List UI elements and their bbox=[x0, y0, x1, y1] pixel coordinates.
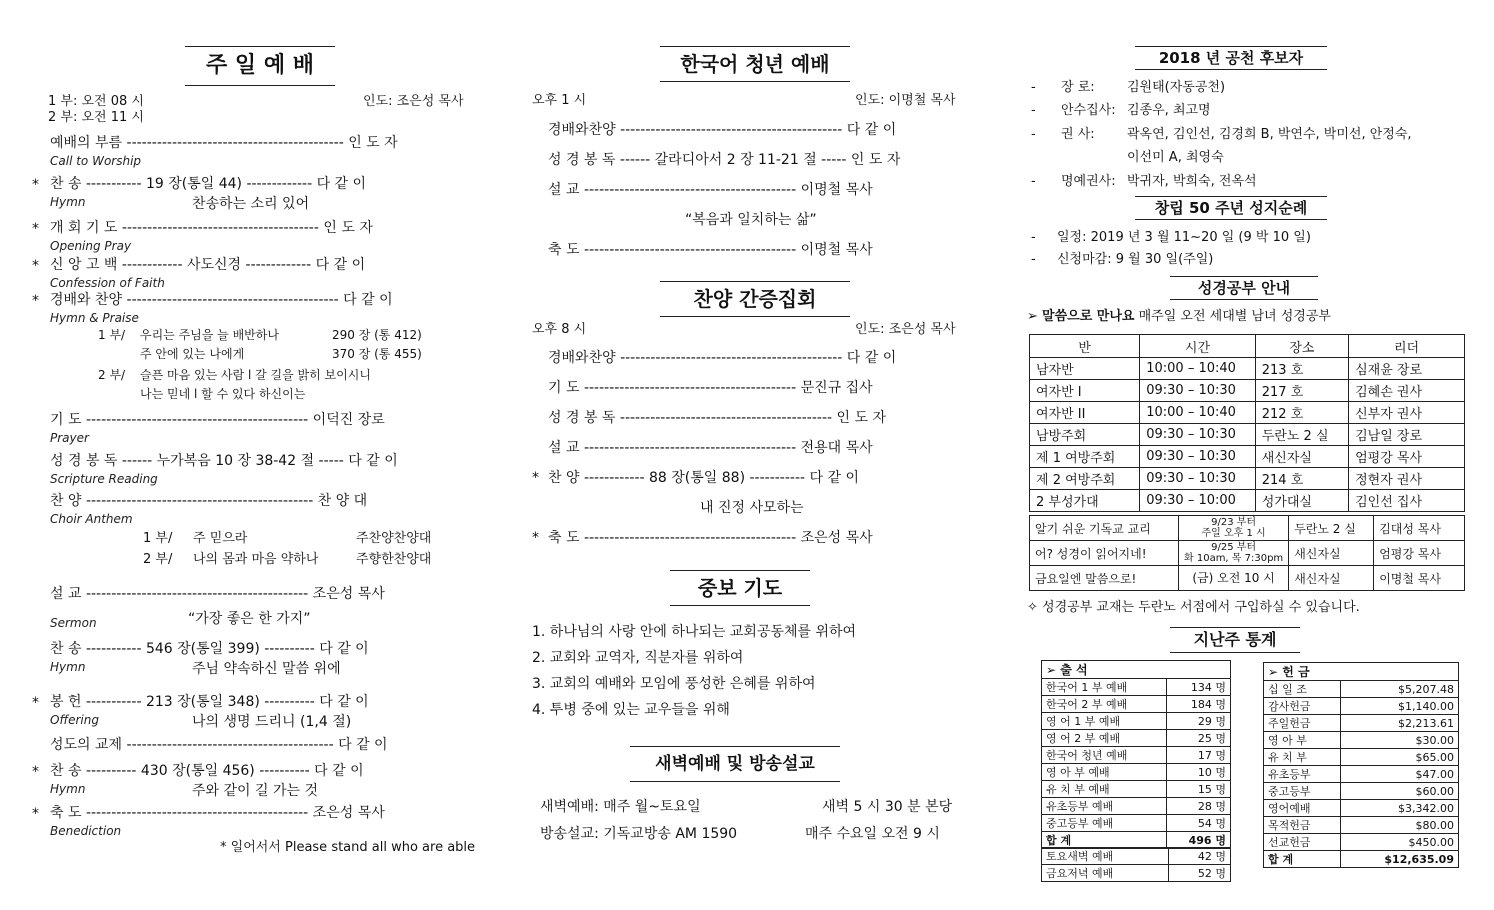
standing-star-icon: * bbox=[32, 258, 39, 274]
choir-part: 1 부/ bbox=[143, 531, 173, 546]
dawn-service-title: 새벽예배 및 방송설교 bbox=[630, 746, 840, 782]
choir-part: 2 부/ bbox=[143, 552, 173, 567]
stat-label: 토요새벽 예배 bbox=[1042, 848, 1169, 865]
study-note: ✧ 성경공부 교재는 두란노 서점에서 구입하실 수 있습니다. bbox=[1027, 600, 1360, 615]
column-header: 리더 bbox=[1349, 335, 1465, 358]
bible-study-subtitle bbox=[1027, 308, 1331, 325]
candidate-names: 곽옥연, 김인선, 김경희 B, 박연수, 박미선, 안정숙, bbox=[1127, 127, 1412, 142]
bible-study-subtitle-bold: 말씀으로 만나요 bbox=[1042, 309, 1135, 324]
worship-item-english: Confession of Faith bbox=[50, 276, 165, 290]
stat-label: 감사헌금 bbox=[1264, 698, 1341, 715]
stat-value: 54 명 bbox=[1166, 815, 1230, 832]
youth-leader: 인도: 이명철 목사 bbox=[855, 93, 956, 108]
praise-item: 성 경 봉 독 ------------------------------------------ 인 도 자 bbox=[548, 410, 886, 426]
study-name: 금요일엔 말씀으로! bbox=[1030, 566, 1179, 591]
table-cell: 09:30 – 10:30 bbox=[1140, 380, 1256, 402]
table-cell: 정현자 권사 bbox=[1349, 468, 1465, 490]
standing-star-icon: * bbox=[32, 221, 39, 237]
table-cell: 두란노 2 실 bbox=[1255, 424, 1348, 446]
praise-item: 축 도 ------------------------------------------ 조은성 목사 bbox=[548, 530, 873, 546]
table-header-row bbox=[1030, 335, 1465, 358]
study-when-line: 주일 오후 1 시 bbox=[1201, 528, 1266, 539]
stat-label: 목적헌금 bbox=[1264, 817, 1341, 834]
study-when-line: 9/23 부터 bbox=[1211, 517, 1257, 528]
choir-song: 나의 몸과 마음 약하나 bbox=[193, 552, 319, 567]
stat-label: 유 치 부 예배 bbox=[1042, 781, 1167, 798]
study-when bbox=[1179, 541, 1289, 566]
stat-value: $1,140.00 bbox=[1341, 698, 1459, 715]
arrow-icon: ➢ bbox=[1046, 663, 1061, 677]
study-place: 새신자실 bbox=[1289, 541, 1374, 566]
stat-label: 영어예배 bbox=[1264, 800, 1341, 817]
stat-value: $450.00 bbox=[1341, 834, 1459, 851]
praise-song: 우리는 주님을 늘 배반하나 bbox=[140, 328, 279, 342]
study-name: 어? 성경이 읽어지네! bbox=[1030, 541, 1179, 566]
intercession-item: 1. 하나님의 사랑 안에 하나되는 교회공동체를 위하여 bbox=[532, 624, 857, 640]
attendance-table bbox=[1041, 660, 1231, 849]
stat-label: 유초등부 bbox=[1264, 766, 1341, 783]
table-row bbox=[1030, 402, 1465, 424]
table-cell: 심재윤 장로 bbox=[1349, 358, 1465, 380]
praise-hymn-number: 370 장 (통 455) bbox=[332, 347, 422, 361]
candidate-names: 김원태(자동공천) bbox=[1127, 80, 1226, 95]
worship-item-detail: 주님 약속하신 말씀 위에 bbox=[192, 661, 341, 677]
stat-header bbox=[1042, 661, 1231, 679]
worship-item: 축 도 -------------------------------------------- 조은성 목사 bbox=[50, 805, 385, 821]
table-cell: 217 호 bbox=[1255, 380, 1348, 402]
table-row bbox=[1030, 424, 1465, 446]
worship-item-english: Sermon bbox=[50, 616, 97, 630]
choir-name: 주향한찬양대 bbox=[356, 552, 432, 567]
worship-item: 예배의 부름 ------------------------------------------- 인 도 자 bbox=[50, 135, 398, 151]
study-when bbox=[1179, 516, 1289, 541]
praise-leader: 인도: 조은성 목사 bbox=[855, 322, 956, 337]
table-row bbox=[1264, 783, 1459, 800]
youth-sermon-title: “복음과 일치하는 삶” bbox=[685, 212, 817, 228]
table-cell: 김인선 집사 bbox=[1349, 490, 1465, 512]
choir-name: 주찬양찬양대 bbox=[356, 531, 432, 546]
list-dash: - bbox=[1031, 174, 1036, 189]
list-dash: - bbox=[1031, 80, 1036, 95]
table-cell: 213 호 bbox=[1255, 358, 1348, 380]
stat-value: 52 명 bbox=[1169, 865, 1231, 882]
table-cell: 신부자 권사 bbox=[1349, 402, 1465, 424]
worship-item-detail: 찬송하는 소리 있어 bbox=[192, 196, 310, 212]
stat-label: 유 치 부 bbox=[1264, 749, 1341, 766]
stat-label: 합 계 bbox=[1042, 832, 1167, 849]
stat-title: 헌 금 bbox=[1282, 665, 1310, 679]
worship-item: 성 경 봉 독 ------ 누가복음 10 장 38-42 절 ----- 다 같 이 bbox=[50, 453, 398, 469]
table-row bbox=[1030, 541, 1465, 566]
worship-item: 찬 양 --------------------------------------------- 찬 양 대 bbox=[50, 493, 368, 509]
column-header: 시간 bbox=[1140, 335, 1256, 358]
praise-item: 설 교 ------------------------------------------ 전용대 목사 bbox=[548, 440, 873, 456]
table-header-row bbox=[1264, 663, 1459, 681]
candidates-title: 2018 년 공천 후보자 bbox=[1135, 46, 1327, 70]
stat-value: 15 명 bbox=[1166, 781, 1230, 798]
worship-item-english: Hymn bbox=[50, 660, 86, 674]
stat-label: 한국어 1 부 예배 bbox=[1042, 679, 1167, 696]
stat-value: 134 명 bbox=[1166, 679, 1230, 696]
pilgrimage-deadline: 신청마감: 9 월 30 일(주일) bbox=[1057, 252, 1214, 267]
standing-star-icon: * bbox=[32, 177, 39, 193]
stat-label: 중고등부 bbox=[1264, 783, 1341, 800]
stat-value: 184 명 bbox=[1166, 696, 1230, 713]
youth-item: 축 도 ------------------------------------------ 이명철 목사 bbox=[548, 242, 873, 258]
study-when-line: 9/25 부터 bbox=[1211, 542, 1257, 553]
table-cell: 김남일 장로 bbox=[1349, 424, 1465, 446]
table-row bbox=[1042, 679, 1231, 696]
intercession-item: 4. 투병 중에 있는 교우들을 위해 bbox=[532, 702, 730, 718]
table-header-row bbox=[1042, 661, 1231, 679]
youth-item: 성 경 봉 독 ------ 갈라디아서 2 장 11-21 절 ----- 인 도 자 bbox=[548, 152, 901, 168]
table-row bbox=[1264, 732, 1459, 749]
stat-label: 합 계 bbox=[1264, 851, 1341, 868]
dawn-row-right: 새벽 5 시 30 분 본당 bbox=[822, 799, 953, 815]
worship-item-english: Call to Worship bbox=[50, 154, 142, 168]
worship-item-english: Hymn & Praise bbox=[50, 311, 139, 325]
stat-label: 유초등부 예배 bbox=[1042, 798, 1167, 815]
standing-star-icon: * bbox=[32, 695, 39, 711]
stat-label: 영 아 부 bbox=[1264, 732, 1341, 749]
worship-item: 설 교 -------------------------------------------- 조은성 목사 bbox=[50, 586, 385, 602]
worship-item-english: Hymn bbox=[50, 782, 86, 796]
table-cell: 엄평강 목사 bbox=[1349, 446, 1465, 468]
worship-item-detail: 주와 같이 길 가는 것 bbox=[192, 783, 318, 799]
table-cell: 여자반 II bbox=[1030, 402, 1140, 424]
study-leader: 김대성 목사 bbox=[1374, 516, 1465, 541]
table-cell: 212 호 bbox=[1255, 402, 1348, 424]
table-cell: 09:30 – 10:30 bbox=[1140, 424, 1256, 446]
worship-item: 봉 헌 ----------- 213 장(통일 348) ---------- 다 같 이 bbox=[50, 694, 369, 710]
bible-study-subtitle-text: 매주일 오전 세대별 남녀 성경공부 bbox=[1138, 309, 1331, 324]
footnote: * 일어서서 Please stand all who are able bbox=[220, 840, 476, 855]
worship-item: 기 도 -------------------------------------------- 이덕진 장로 bbox=[50, 412, 385, 428]
praise-part: 2 부/ bbox=[98, 368, 126, 382]
worship-item: 개 회 기 도 --------------------------------------- 인 도 자 bbox=[50, 220, 373, 236]
table-cell: 여자반 I bbox=[1030, 380, 1140, 402]
candidate-names: 박귀자, 박희숙, 전옥석 bbox=[1127, 174, 1257, 189]
stat-label: 선교헌금 bbox=[1264, 834, 1341, 851]
stat-value: $30.00 bbox=[1341, 732, 1459, 749]
praise-item: 찬 양 ------------ 88 장(통일 88) ----------- 다 같 이 bbox=[548, 470, 859, 486]
praise-song: 슬픈 마음 있는 사람 l 갈 길을 밝히 보이시니 bbox=[140, 368, 371, 382]
worship-item: 찬 송 ---------- 430 장(통일 456) ---------- 다 같 이 bbox=[50, 763, 364, 779]
stat-label: 한국어 2 부 예배 bbox=[1042, 696, 1167, 713]
stat-value: $65.00 bbox=[1341, 749, 1459, 766]
worship-item-detail: “가장 좋은 한 가지” bbox=[188, 611, 311, 627]
worship-item: 신 앙 고 백 ------------ 사도신경 ------------- 다 같 이 bbox=[50, 257, 366, 273]
table-row bbox=[1264, 698, 1459, 715]
stats-title: 지난주 통계 bbox=[1170, 627, 1300, 653]
table-cell: 214 호 bbox=[1255, 468, 1348, 490]
stat-label: 십 일 조 bbox=[1264, 681, 1341, 698]
stat-value: $2,213.61 bbox=[1341, 715, 1459, 732]
worship-item-detail: 나의 생명 드리니 (1,4 절) bbox=[192, 714, 352, 730]
praise-item: 기 도 ------------------------------------------ 문진규 집사 bbox=[548, 380, 873, 396]
candidate-role: 안수집사: bbox=[1061, 103, 1116, 118]
praise-song: 나는 믿네 l 할 수 있다 하신이는 bbox=[140, 387, 306, 401]
worship-item-english: Benediction bbox=[50, 824, 122, 838]
worship-item-english: Scripture Reading bbox=[50, 472, 158, 486]
service-time-2: 2 부: 오전 11 시 bbox=[48, 110, 144, 125]
stat-value: $5,207.48 bbox=[1341, 681, 1459, 698]
worship-item-english: Choir Anthem bbox=[50, 512, 133, 526]
stat-value: $47.00 bbox=[1341, 766, 1459, 783]
stat-label: 영 아 부 예배 bbox=[1042, 764, 1167, 781]
table-cell: 남자반 bbox=[1030, 358, 1140, 380]
stat-label: 한국어 청년 예배 bbox=[1042, 747, 1167, 764]
table-row bbox=[1030, 358, 1465, 380]
attendance-table-2 bbox=[1041, 847, 1231, 882]
dawn-row-left: 새벽예배: 매주 월~토요일 bbox=[540, 799, 701, 815]
intercession-item: 3. 교회의 예배와 모임에 풍성한 은혜를 위하여 bbox=[532, 676, 816, 692]
standing-star-icon: * bbox=[32, 806, 39, 822]
table-row bbox=[1042, 815, 1231, 832]
table-row bbox=[1042, 747, 1231, 764]
candidate-role: 권 사: bbox=[1061, 127, 1095, 142]
table-row bbox=[1042, 764, 1231, 781]
worship-item: 찬 송 ----------- 546 장(통일 399) ---------- 다 같 이 bbox=[50, 641, 369, 657]
table-cell: 남방주회 bbox=[1030, 424, 1140, 446]
table-row bbox=[1030, 516, 1465, 541]
stat-value: $12,635.09 bbox=[1341, 851, 1459, 868]
table-row bbox=[1264, 817, 1459, 834]
table-cell: 10:00 – 10:40 bbox=[1140, 358, 1256, 380]
column-header: 장소 bbox=[1255, 335, 1348, 358]
youth-item: 경배와찬양 -------------------------------------------- 다 같 이 bbox=[548, 122, 897, 138]
study-when-line: (금) 오전 10 시 bbox=[1192, 570, 1275, 585]
table-row bbox=[1042, 730, 1231, 747]
praise-hymn-number: 290 장 (통 412) bbox=[332, 328, 422, 342]
worship-item-english: Offering bbox=[50, 713, 99, 727]
standing-star-icon: * bbox=[32, 764, 39, 780]
study-leader: 이명철 목사 bbox=[1374, 566, 1465, 591]
praise-meeting-title: 찬양 간증집회 bbox=[660, 281, 850, 317]
table-row bbox=[1030, 566, 1465, 591]
study-when bbox=[1179, 566, 1289, 591]
table-row bbox=[1030, 468, 1465, 490]
stat-value: $3,342.00 bbox=[1341, 800, 1459, 817]
stat-header bbox=[1264, 663, 1459, 681]
standing-star-icon: * bbox=[532, 530, 539, 546]
stat-value: 42 명 bbox=[1169, 848, 1231, 865]
worship-item: 성도의 교제 ----------------------------------------- 다 같 이 bbox=[50, 737, 388, 753]
table-row bbox=[1030, 446, 1465, 468]
table-cell: 성가대실 bbox=[1255, 490, 1348, 512]
pilgrimage-dash: - bbox=[1031, 230, 1036, 245]
table-row bbox=[1042, 781, 1231, 798]
service-time-1: 1 부: 오전 08 시 bbox=[48, 94, 144, 109]
candidate-role: 명예권사: bbox=[1061, 174, 1116, 189]
column-right bbox=[1025, 0, 1470, 910]
study-when-line: 화 10am, 목 7:30pm bbox=[1184, 553, 1284, 564]
stat-label: 주일헌금 bbox=[1264, 715, 1341, 732]
table-row bbox=[1042, 696, 1231, 713]
youth-time: 오후 1 시 bbox=[532, 93, 587, 108]
youth-worship-title: 한국어 청년 예배 bbox=[660, 46, 850, 82]
praise-item: 내 진정 사모하는 bbox=[700, 500, 804, 516]
stat-label: 영 어 2 부 예배 bbox=[1042, 730, 1167, 747]
table-cell: 10:00 – 10:40 bbox=[1140, 402, 1256, 424]
intercession-item: 2. 교회와 교역자, 직분자를 위하여 bbox=[532, 650, 744, 666]
table-row bbox=[1042, 832, 1231, 849]
table-row bbox=[1264, 715, 1459, 732]
table-cell: 09:30 – 10:00 bbox=[1140, 490, 1256, 512]
praise-time: 오후 8 시 bbox=[532, 322, 587, 337]
worship-item-english: Prayer bbox=[50, 431, 89, 445]
study-leader: 엄평강 목사 bbox=[1374, 541, 1465, 566]
offering-table bbox=[1263, 662, 1459, 868]
study-name: 알기 쉬운 기독교 교리 bbox=[1030, 516, 1179, 541]
list-dash: - bbox=[1031, 127, 1036, 142]
sunday-worship-column bbox=[30, 0, 490, 910]
pilgrimage-dash: - bbox=[1031, 252, 1036, 267]
special-study-table bbox=[1029, 515, 1465, 591]
table-row bbox=[1042, 713, 1231, 730]
standing-star-icon: * bbox=[32, 293, 39, 309]
sunday-worship-title: 주 일 예 배 bbox=[185, 46, 335, 86]
column-middle bbox=[520, 0, 990, 910]
study-place: 두란노 2 실 bbox=[1289, 516, 1374, 541]
worship-item: 찬 송 ----------- 19 장(통일 44) ------------- 다 같 이 bbox=[50, 176, 367, 192]
choir-song: 주 믿으라 bbox=[193, 531, 248, 546]
table-row bbox=[1030, 490, 1465, 512]
pilgrimage-schedule: 일정: 2019 년 3 월 11~20 일 (9 박 10 일) bbox=[1057, 230, 1311, 245]
worship-item: 경배와 찬양 ------------------------------------------ 다 같 이 bbox=[50, 292, 393, 308]
youth-item: 설 교 ------------------------------------------ 이명철 목사 bbox=[548, 182, 873, 198]
stat-value: 17 명 bbox=[1166, 747, 1230, 764]
table-row bbox=[1264, 800, 1459, 817]
table-row bbox=[1264, 766, 1459, 783]
stat-value: 25 명 bbox=[1166, 730, 1230, 747]
table-row bbox=[1042, 865, 1231, 882]
stat-label: 중고등부 예배 bbox=[1042, 815, 1167, 832]
stat-value: $60.00 bbox=[1341, 783, 1459, 800]
stat-label: 금요저녁 예배 bbox=[1042, 865, 1169, 882]
candidate-role: 장 로: bbox=[1061, 80, 1095, 95]
leader: 인도: 조은성 목사 bbox=[363, 94, 464, 109]
stat-value: 10 명 bbox=[1166, 764, 1230, 781]
bible-study-table bbox=[1029, 334, 1465, 512]
table-row bbox=[1264, 834, 1459, 851]
table-cell: 09:30 – 10:30 bbox=[1140, 468, 1256, 490]
worship-item-english: Opening Pray bbox=[50, 239, 132, 253]
stat-value: $80.00 bbox=[1341, 817, 1459, 834]
arrow-icon: ➢ bbox=[1268, 665, 1283, 679]
stat-value: 29 명 bbox=[1166, 713, 1230, 730]
table-row bbox=[1264, 749, 1459, 766]
table-row bbox=[1030, 380, 1465, 402]
broadcast-row-right: 매주 수요일 오전 9 시 bbox=[805, 826, 940, 842]
intercession-title: 중보 기도 bbox=[670, 570, 810, 606]
candidate-names: 이선미 A, 최영숙 bbox=[1127, 150, 1224, 165]
study-place: 새신자실 bbox=[1289, 566, 1374, 591]
pilgrimage-title: 창립 50 주년 성지순례 bbox=[1135, 196, 1327, 220]
candidate-names: 김종우, 최고명 bbox=[1127, 103, 1211, 118]
stat-label: 영 어 1 부 예배 bbox=[1042, 713, 1167, 730]
table-cell: 제 2 여방주회 bbox=[1030, 468, 1140, 490]
table-cell: 09:30 – 10:30 bbox=[1140, 446, 1256, 468]
standing-star-icon: * bbox=[532, 470, 539, 486]
table-row bbox=[1264, 851, 1459, 868]
praise-part: 1 부/ bbox=[98, 328, 126, 342]
column-header: 반 bbox=[1030, 335, 1140, 358]
table-cell: 새신자실 bbox=[1255, 446, 1348, 468]
praise-song: 주 안에 있는 나에게 bbox=[140, 347, 245, 361]
stat-title: 출 석 bbox=[1060, 663, 1088, 677]
table-row bbox=[1042, 848, 1231, 865]
table-cell: 2 부성가대 bbox=[1030, 490, 1140, 512]
bible-study-title: 성경공부 안내 bbox=[1170, 276, 1318, 300]
praise-item: 경배와찬양 -------------------------------------------- 다 같 이 bbox=[548, 350, 897, 366]
table-row bbox=[1042, 798, 1231, 815]
table-cell: 제 1 여방주회 bbox=[1030, 446, 1140, 468]
table-cell: 김혜손 권사 bbox=[1349, 380, 1465, 402]
list-dash: - bbox=[1031, 103, 1036, 118]
arrow-icon: ➢ bbox=[1027, 309, 1038, 324]
stat-value: 496 명 bbox=[1166, 832, 1230, 849]
broadcast-row-left: 방송설교: 기독교방송 AM 1590 bbox=[540, 826, 738, 842]
stat-value: 28 명 bbox=[1166, 798, 1230, 815]
worship-item-english: Hymn bbox=[50, 195, 86, 209]
table-row bbox=[1264, 681, 1459, 698]
